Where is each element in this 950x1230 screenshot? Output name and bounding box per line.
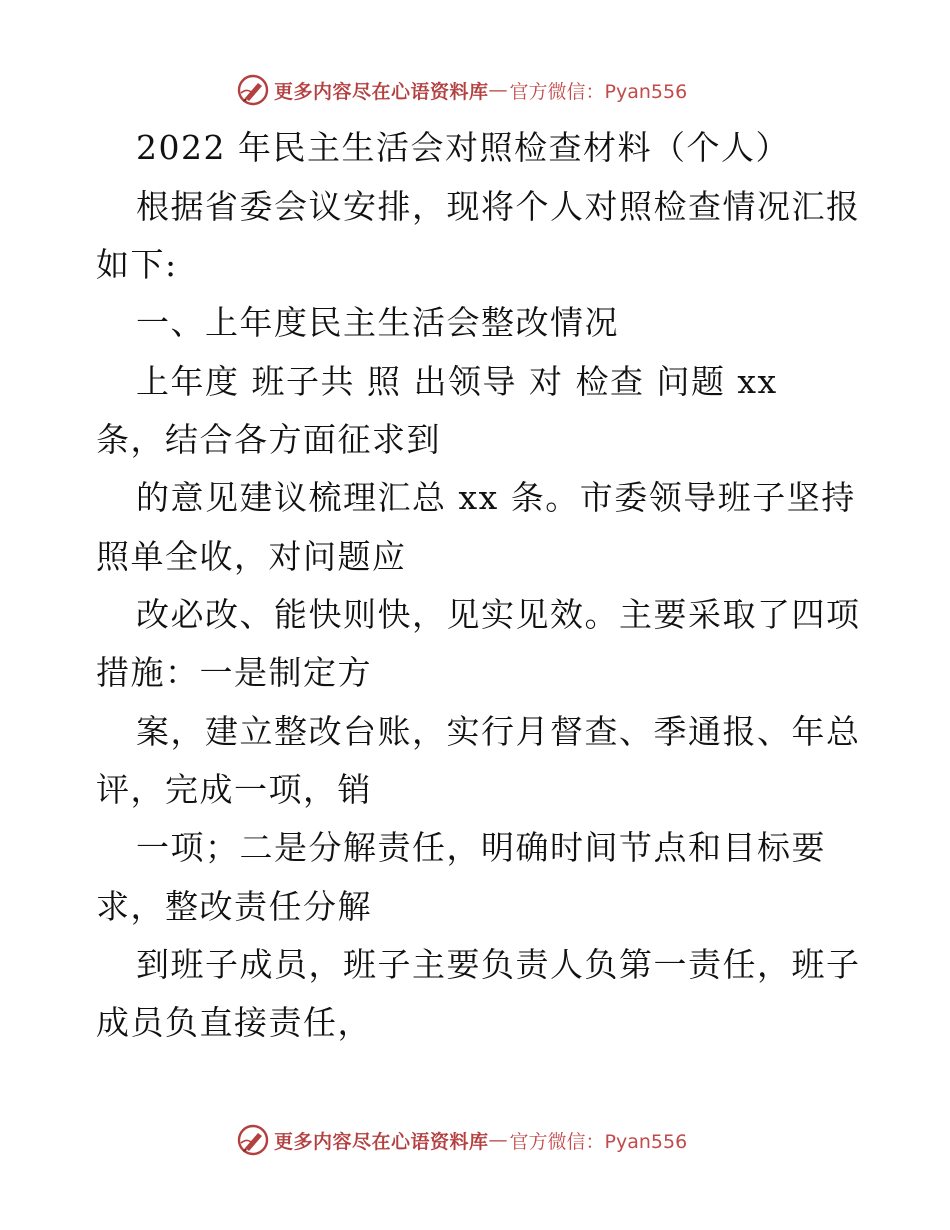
watermark-brand: 更多内容尽在心语资料库 [274,80,489,103]
watermark-header [236,72,756,108]
paragraph-line: 到班子成员，班子主要负责人负第一责任，班子 [136,945,861,984]
paragraph-line: 措施：一是制定方 [96,653,372,692]
paragraph-line: 的意见建议梳理汇总 xx 条。市委领导班子坚持 [136,478,856,517]
paragraph-line: 上年度 班子共 照 出领导 对 检查 问题 xx [136,362,778,401]
watermark-separator: — [488,1129,508,1151]
watermark-separator: — [488,79,508,101]
paragraph-line: 案，建立整改台账，实行月督查、季通报、年总 [136,712,861,751]
watermark-footer [236,1122,756,1158]
paragraph-line: 照单全收，对问题应 [96,537,407,576]
pen-logo-icon [236,1123,270,1157]
paragraph-line: 成员负直接责任， [96,1003,372,1042]
watermark-brand: 更多内容尽在心语资料库 [274,1130,489,1153]
paragraph-line: 条，结合各方面征求到 [96,420,441,459]
watermark-account: 官方微信：Pyan556 [509,1130,688,1153]
paragraph-line: 评，完成一项，销 [96,770,372,809]
paragraph-line: 根据省委会议安排，现将个人对照检查情况汇报 [136,187,861,226]
document-title: 2022 年民主生活会对照检查材料（个人） [136,128,790,167]
paragraph-line: 求，整改责任分解 [96,887,372,926]
paragraph-line: 一项；二是分解责任，明确时间节点和目标要 [136,828,826,867]
watermark-account: 官方微信：Pyan556 [509,80,688,103]
section-heading: 一、上年度民主生活会整改情况 [136,303,619,342]
paragraph-line: 改必改、能快则快，见实见效。主要采取了四项 [136,595,861,634]
paragraph-line: 如下: [96,245,178,284]
pen-logo-icon [236,73,270,107]
